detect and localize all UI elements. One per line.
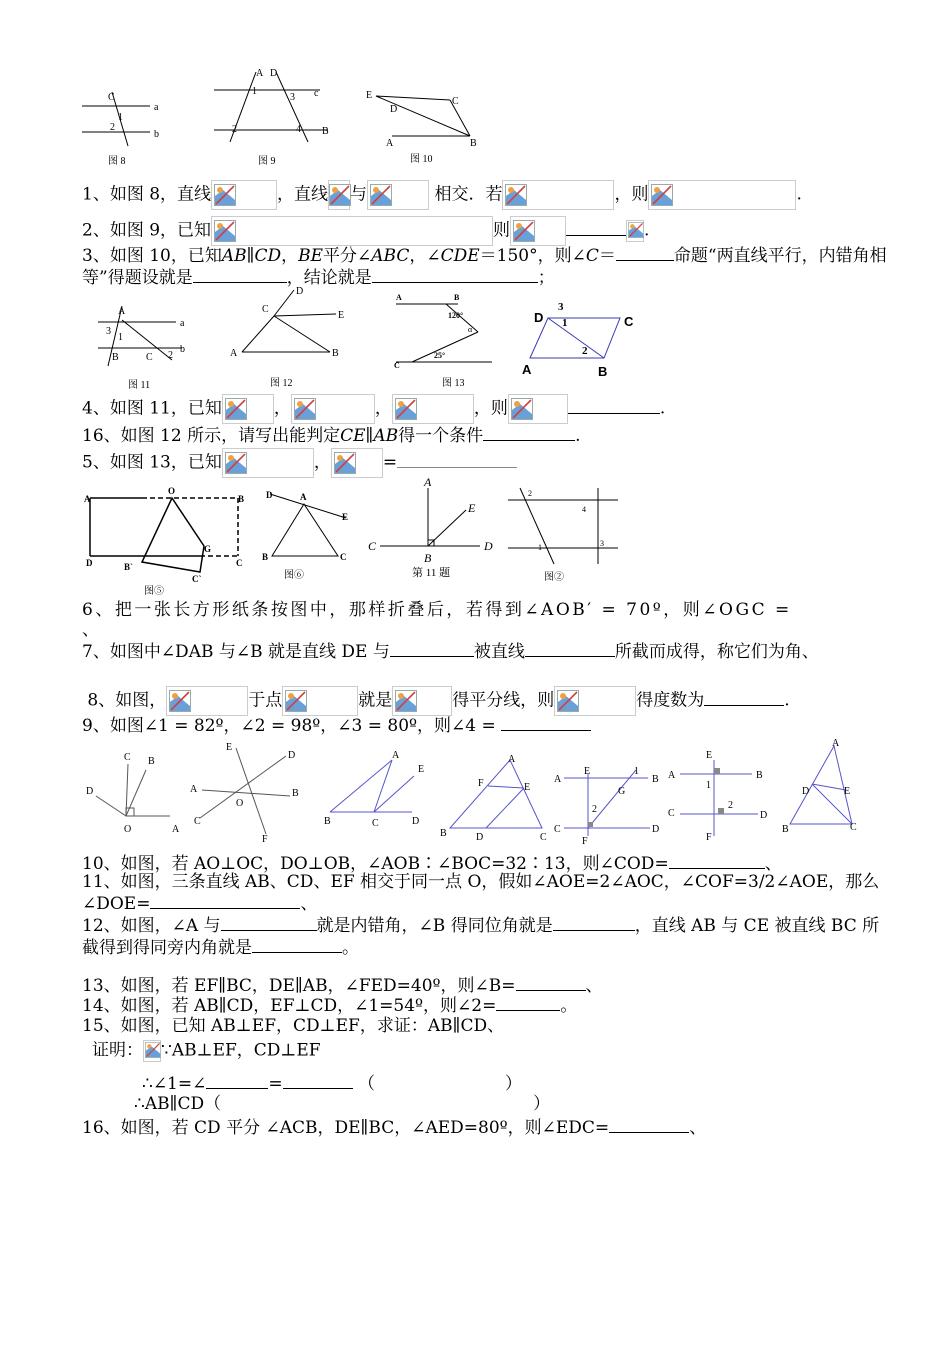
answer-blank[interactable]	[516, 974, 586, 991]
fig10-label: E	[366, 90, 373, 101]
fig11-label: A	[118, 306, 126, 317]
figure-label: O	[236, 798, 244, 809]
fig11-label: a	[180, 318, 185, 329]
answer-blank[interactable]	[397, 451, 517, 468]
fig6-label: A	[300, 492, 307, 502]
fig5-label: C`	[192, 574, 202, 584]
figure-11-question	[366, 474, 506, 570]
fig12-label: D	[296, 286, 304, 297]
question-15-proof-2: ∴∠1=∠ = （ ）	[142, 1074, 523, 1094]
fig2-label: 3	[600, 539, 604, 548]
fig5-label: B`	[124, 562, 133, 572]
answer-blank[interactable]	[525, 640, 615, 657]
fig13-label: C	[394, 361, 400, 370]
broken-image-icon	[513, 220, 535, 242]
question-15: 15、如图，已知 AB⊥EF，CD⊥EF，求证：AB∥CD、	[82, 1016, 505, 1036]
fig12-label: A	[230, 348, 238, 359]
formula-image	[291, 394, 375, 424]
fig12-caption: 图 12	[270, 378, 293, 389]
broken-image-icon	[370, 184, 392, 206]
figure-label: A	[392, 750, 400, 761]
answer-blank[interactable]	[566, 219, 626, 236]
figure-label: 2	[592, 804, 597, 815]
fig13-label: 120°	[448, 311, 464, 320]
broken-image-icon	[145, 1042, 161, 1058]
fig9-label: A	[256, 68, 264, 79]
fig5-label: O	[168, 486, 176, 496]
fig11q-caption: 第 11 题	[412, 567, 451, 579]
question-1: 1、如图 8，直线 ，直线 与 相交．若 ，则 .	[82, 180, 888, 210]
fig9-label: 1	[252, 86, 257, 97]
formula-image	[166, 686, 248, 716]
fig5-label: A	[84, 494, 91, 504]
formula-image	[508, 394, 568, 424]
fig12-label: E	[338, 310, 345, 321]
answer-blank[interactable]	[704, 689, 784, 706]
answer-blank[interactable]	[283, 1072, 353, 1089]
broken-image-icon	[225, 398, 247, 420]
fig5-label: G	[204, 544, 212, 554]
fig2-label: 2	[528, 489, 532, 498]
fig9-label: c	[314, 88, 319, 99]
figure-parallelogram	[520, 296, 650, 386]
answer-blank[interactable]	[221, 914, 317, 931]
fig9-label: B	[322, 126, 329, 137]
question-8: 8、如图， 于点 就是 得平分线，则 得度数为 .	[82, 686, 888, 716]
fig5-label: C	[236, 558, 243, 568]
broken-image-icon	[214, 184, 236, 206]
figure-10	[362, 84, 482, 152]
figure-label: D	[86, 786, 94, 797]
fig6-label: B	[262, 552, 269, 562]
answer-blank[interactable]	[568, 397, 660, 414]
question-4: 4、如图 11，已知 ， ， ，则 .	[82, 394, 888, 424]
question-16a: 16、如图 12 所示，请写出能判定CE∥AB得一个条件 .	[82, 426, 581, 446]
fig2-caption: 图②	[544, 572, 564, 583]
fig6-label: D	[266, 490, 273, 500]
figure-label: B	[324, 816, 331, 827]
fig8-label: a	[154, 102, 159, 113]
figure-label: A	[172, 824, 180, 835]
parallelogram-label: C	[624, 314, 634, 329]
fig13-label: 25°	[434, 351, 446, 360]
fig9-label: 4	[296, 124, 301, 135]
question-16: 16、如图，若 CD 平分 ∠ACB，DE∥BC，∠AED=80º，则∠EDC= 、	[82, 1118, 707, 1138]
fig11q-label: B	[424, 551, 432, 565]
question-15-proof-3: ∴AB∥CD（ ）	[134, 1094, 551, 1114]
figure-label: A	[190, 784, 198, 795]
parallelogram-label: 2	[582, 345, 588, 357]
fig5-label: D	[86, 558, 93, 568]
figure-label: E	[706, 750, 713, 761]
broken-image-icon	[225, 452, 247, 474]
question-6: 6、把一张长方形纸条按图中，那样折叠后，若得到∠AOB′ = 70º，则∠OGC = 、	[82, 600, 792, 640]
answer-blank[interactable]	[390, 640, 474, 657]
formula-image	[211, 216, 493, 246]
figure-label: F	[478, 778, 484, 789]
fig11-label: 2	[168, 350, 173, 361]
figure-label: F	[582, 836, 588, 847]
question-11: 11、如图，三条直线 AB、CD、EF 相交于同一点 O，假如∠AOE=2∠AOC，∠COF=3/2∠AOE，那么∠DOE= 、	[82, 872, 880, 914]
broken-image-icon	[334, 452, 356, 474]
figure-row3-3	[320, 748, 430, 838]
figure-13	[392, 290, 502, 380]
figure-label: B	[652, 774, 659, 785]
figure-row3-2	[186, 738, 306, 848]
fig8-label: b	[154, 129, 159, 140]
fig11q-label: A	[424, 475, 432, 489]
parallelogram-label: A	[522, 362, 532, 377]
answer-blank[interactable]	[496, 994, 560, 1011]
fig10-label: A	[386, 138, 394, 148]
formula-image	[367, 180, 429, 210]
figure-label: D	[802, 786, 810, 797]
figure-8	[80, 88, 170, 152]
fig5-caption: 图⑤	[144, 586, 164, 597]
figure-label: G	[618, 786, 626, 797]
figure-label: E	[226, 742, 233, 753]
figure-label: E	[844, 786, 851, 797]
figure-row3-7	[776, 736, 866, 840]
figure-label: F	[706, 832, 712, 843]
figure-label: D	[476, 832, 484, 843]
figure-label: C	[372, 818, 379, 829]
answer-blank[interactable]	[616, 244, 674, 261]
question-9: 9、如图∠1 = 82º，∠2 = 98º，∠3 = 80º，则∠4 =	[82, 714, 888, 736]
fig9-label: D	[270, 68, 278, 79]
formula-image	[392, 394, 474, 424]
parallelogram-label: D	[534, 310, 544, 325]
figure-label: B	[148, 756, 155, 767]
question-12: 12、如图，∠A 与 就是内错角，∠B 得同位角就是 ，直线 AB 与 CE 被直线 BC 所截得到得同旁内角就是 。	[82, 916, 880, 958]
fig10-label: D	[390, 104, 398, 115]
figure-row3-1	[84, 748, 184, 842]
figure-label: A	[508, 754, 516, 765]
formula-image	[392, 686, 452, 716]
fig8-label: C	[108, 92, 115, 103]
fig11-label: 1	[118, 332, 123, 343]
fig10-label: B	[470, 138, 477, 148]
figure-row3-4	[436, 752, 554, 848]
fig13-caption: 图 13	[442, 378, 465, 389]
fig13-label: B	[454, 293, 460, 302]
broken-image-icon	[557, 690, 579, 712]
figure-label: B	[756, 770, 763, 781]
answer-blank[interactable]	[372, 266, 538, 283]
figure-label: C	[850, 822, 857, 833]
broken-image-icon	[395, 398, 417, 420]
broken-image-icon	[169, 690, 191, 712]
answer-blank[interactable]	[609, 1116, 689, 1133]
parallelogram-label: 1	[562, 317, 568, 329]
figure-label: B	[292, 788, 299, 799]
answer-blank[interactable]	[193, 266, 287, 283]
fig10-label: C	[452, 96, 459, 107]
fig9-caption: 图 9	[258, 156, 276, 167]
figure-label: C	[668, 808, 675, 819]
broken-image-icon	[285, 690, 307, 712]
figure-label: C	[540, 832, 547, 843]
answer-blank[interactable]	[252, 936, 342, 953]
parallelogram-label: B	[598, 364, 608, 379]
broken-image-icon	[505, 184, 527, 206]
figure-label: A	[832, 738, 840, 749]
fig9-label: 2	[232, 124, 237, 135]
figure-label: B	[782, 824, 789, 835]
figure-label: C	[194, 816, 201, 827]
question-2: 2、如图 9，已知 则 .	[82, 216, 888, 246]
answer-blank[interactable]	[501, 714, 591, 731]
formula-image	[554, 686, 636, 716]
figure-label: O	[124, 824, 132, 835]
fig11-label: C	[146, 352, 153, 363]
figure-label: D	[412, 816, 420, 827]
fig12-label: B	[332, 348, 339, 359]
formula-image	[648, 180, 796, 210]
fig2-label: 4	[582, 505, 586, 514]
figure-label: 2	[728, 800, 733, 811]
broken-image-icon	[511, 398, 533, 420]
figure-label: D	[760, 810, 768, 821]
broken-image-icon	[651, 184, 673, 206]
answer-blank[interactable]	[553, 914, 635, 931]
fig11-caption: 图 11	[128, 380, 151, 391]
fig2-label: 1	[538, 543, 542, 552]
fig9-label: 3	[290, 92, 295, 103]
question-7: 7、如图中∠DAB 与∠B 就是直线 DE 与 被直线 所截而成得，称它们为角、	[82, 642, 819, 662]
figure-label: B	[440, 828, 447, 839]
fig13-label: A	[396, 293, 402, 302]
fig11q-label: E	[468, 501, 476, 515]
answer-blank[interactable]	[150, 892, 300, 909]
fig6-label: E	[342, 512, 349, 522]
figure-label: E	[584, 766, 591, 777]
question-15-proof-1: 证明： ∵AB⊥EF，CD⊥EF	[92, 1040, 321, 1061]
question-3: 3、如图 10，已知AB∥CD，BE平分∠ABC，∠CDE＝150°，则∠C＝ 命题“两直线平行，内错角相等”得题设就是 ，结论就是 ；	[82, 246, 887, 288]
fig11-label: 3	[106, 326, 111, 337]
fig8-label: 1	[118, 112, 123, 123]
broken-image-icon	[628, 222, 644, 238]
fig10-caption: 图 10	[410, 154, 433, 165]
answer-blank[interactable]	[483, 424, 575, 441]
figure-label: A	[554, 774, 562, 785]
fig8-label: 2	[110, 122, 115, 133]
fig6-label: C	[340, 552, 347, 562]
fig5-label: B	[238, 494, 245, 504]
broken-image-icon	[294, 398, 316, 420]
figure-label: E	[524, 782, 531, 793]
answer-blank[interactable]	[669, 852, 765, 869]
question-5: 5、如图 13，已知 ， =	[82, 448, 888, 478]
figure-row3-5	[550, 760, 670, 852]
fig11-label: B	[112, 352, 119, 363]
figure-label: C	[554, 824, 561, 835]
question-14: 14、如图，若 AB∥CD，EF⊥CD，∠1=54º，则∠2= 。	[82, 996, 578, 1016]
fig8-caption: 图 8	[108, 156, 126, 167]
figure-9	[210, 68, 330, 152]
figure-label: F	[262, 834, 268, 844]
formula-image	[328, 180, 350, 210]
figure-2	[500, 484, 630, 574]
fig11q-label: C	[368, 539, 377, 553]
fig11q-label: D	[484, 539, 493, 553]
formula-image	[222, 394, 274, 424]
figure-6	[258, 486, 358, 580]
fig12-label: C	[262, 304, 269, 315]
parallelogram-label: 3	[558, 301, 564, 313]
figure-label: 1	[706, 780, 711, 791]
figure-label: D	[288, 750, 296, 761]
broken-image-icon	[395, 690, 417, 712]
formula-image	[222, 448, 314, 478]
figure-label: D	[652, 824, 660, 835]
question-10: 10、如图，若 AO⊥OC，DO⊥OB，∠AOB∶∠BOC=32∶13，则∠COD= 、	[82, 854, 782, 874]
formula-image	[626, 220, 644, 242]
figure-12	[226, 284, 356, 372]
figure-label: C	[124, 752, 131, 763]
fig11-label: b	[180, 344, 185, 355]
figure-label: E	[418, 764, 425, 775]
formula-image	[502, 180, 614, 210]
fig13-label: α	[468, 325, 473, 334]
question-13: 13、如图，若 EF∥BC，DE∥AB，∠FED=40º，则∠B= 、	[82, 976, 603, 996]
figure-row3-6	[666, 744, 776, 848]
formula-image	[282, 686, 358, 716]
figure-label: 1	[634, 766, 639, 777]
answer-blank[interactable]	[206, 1072, 268, 1089]
figure-11	[92, 300, 202, 374]
broken-image-icon	[214, 220, 236, 242]
formula-image	[510, 216, 566, 246]
broken-image-icon	[329, 184, 351, 206]
formula-image	[143, 1040, 161, 1062]
fig6-caption: 图⑥	[284, 570, 304, 581]
figure-5-folded-strip	[80, 484, 255, 588]
figure-label: A	[668, 770, 676, 781]
formula-image	[211, 180, 277, 210]
